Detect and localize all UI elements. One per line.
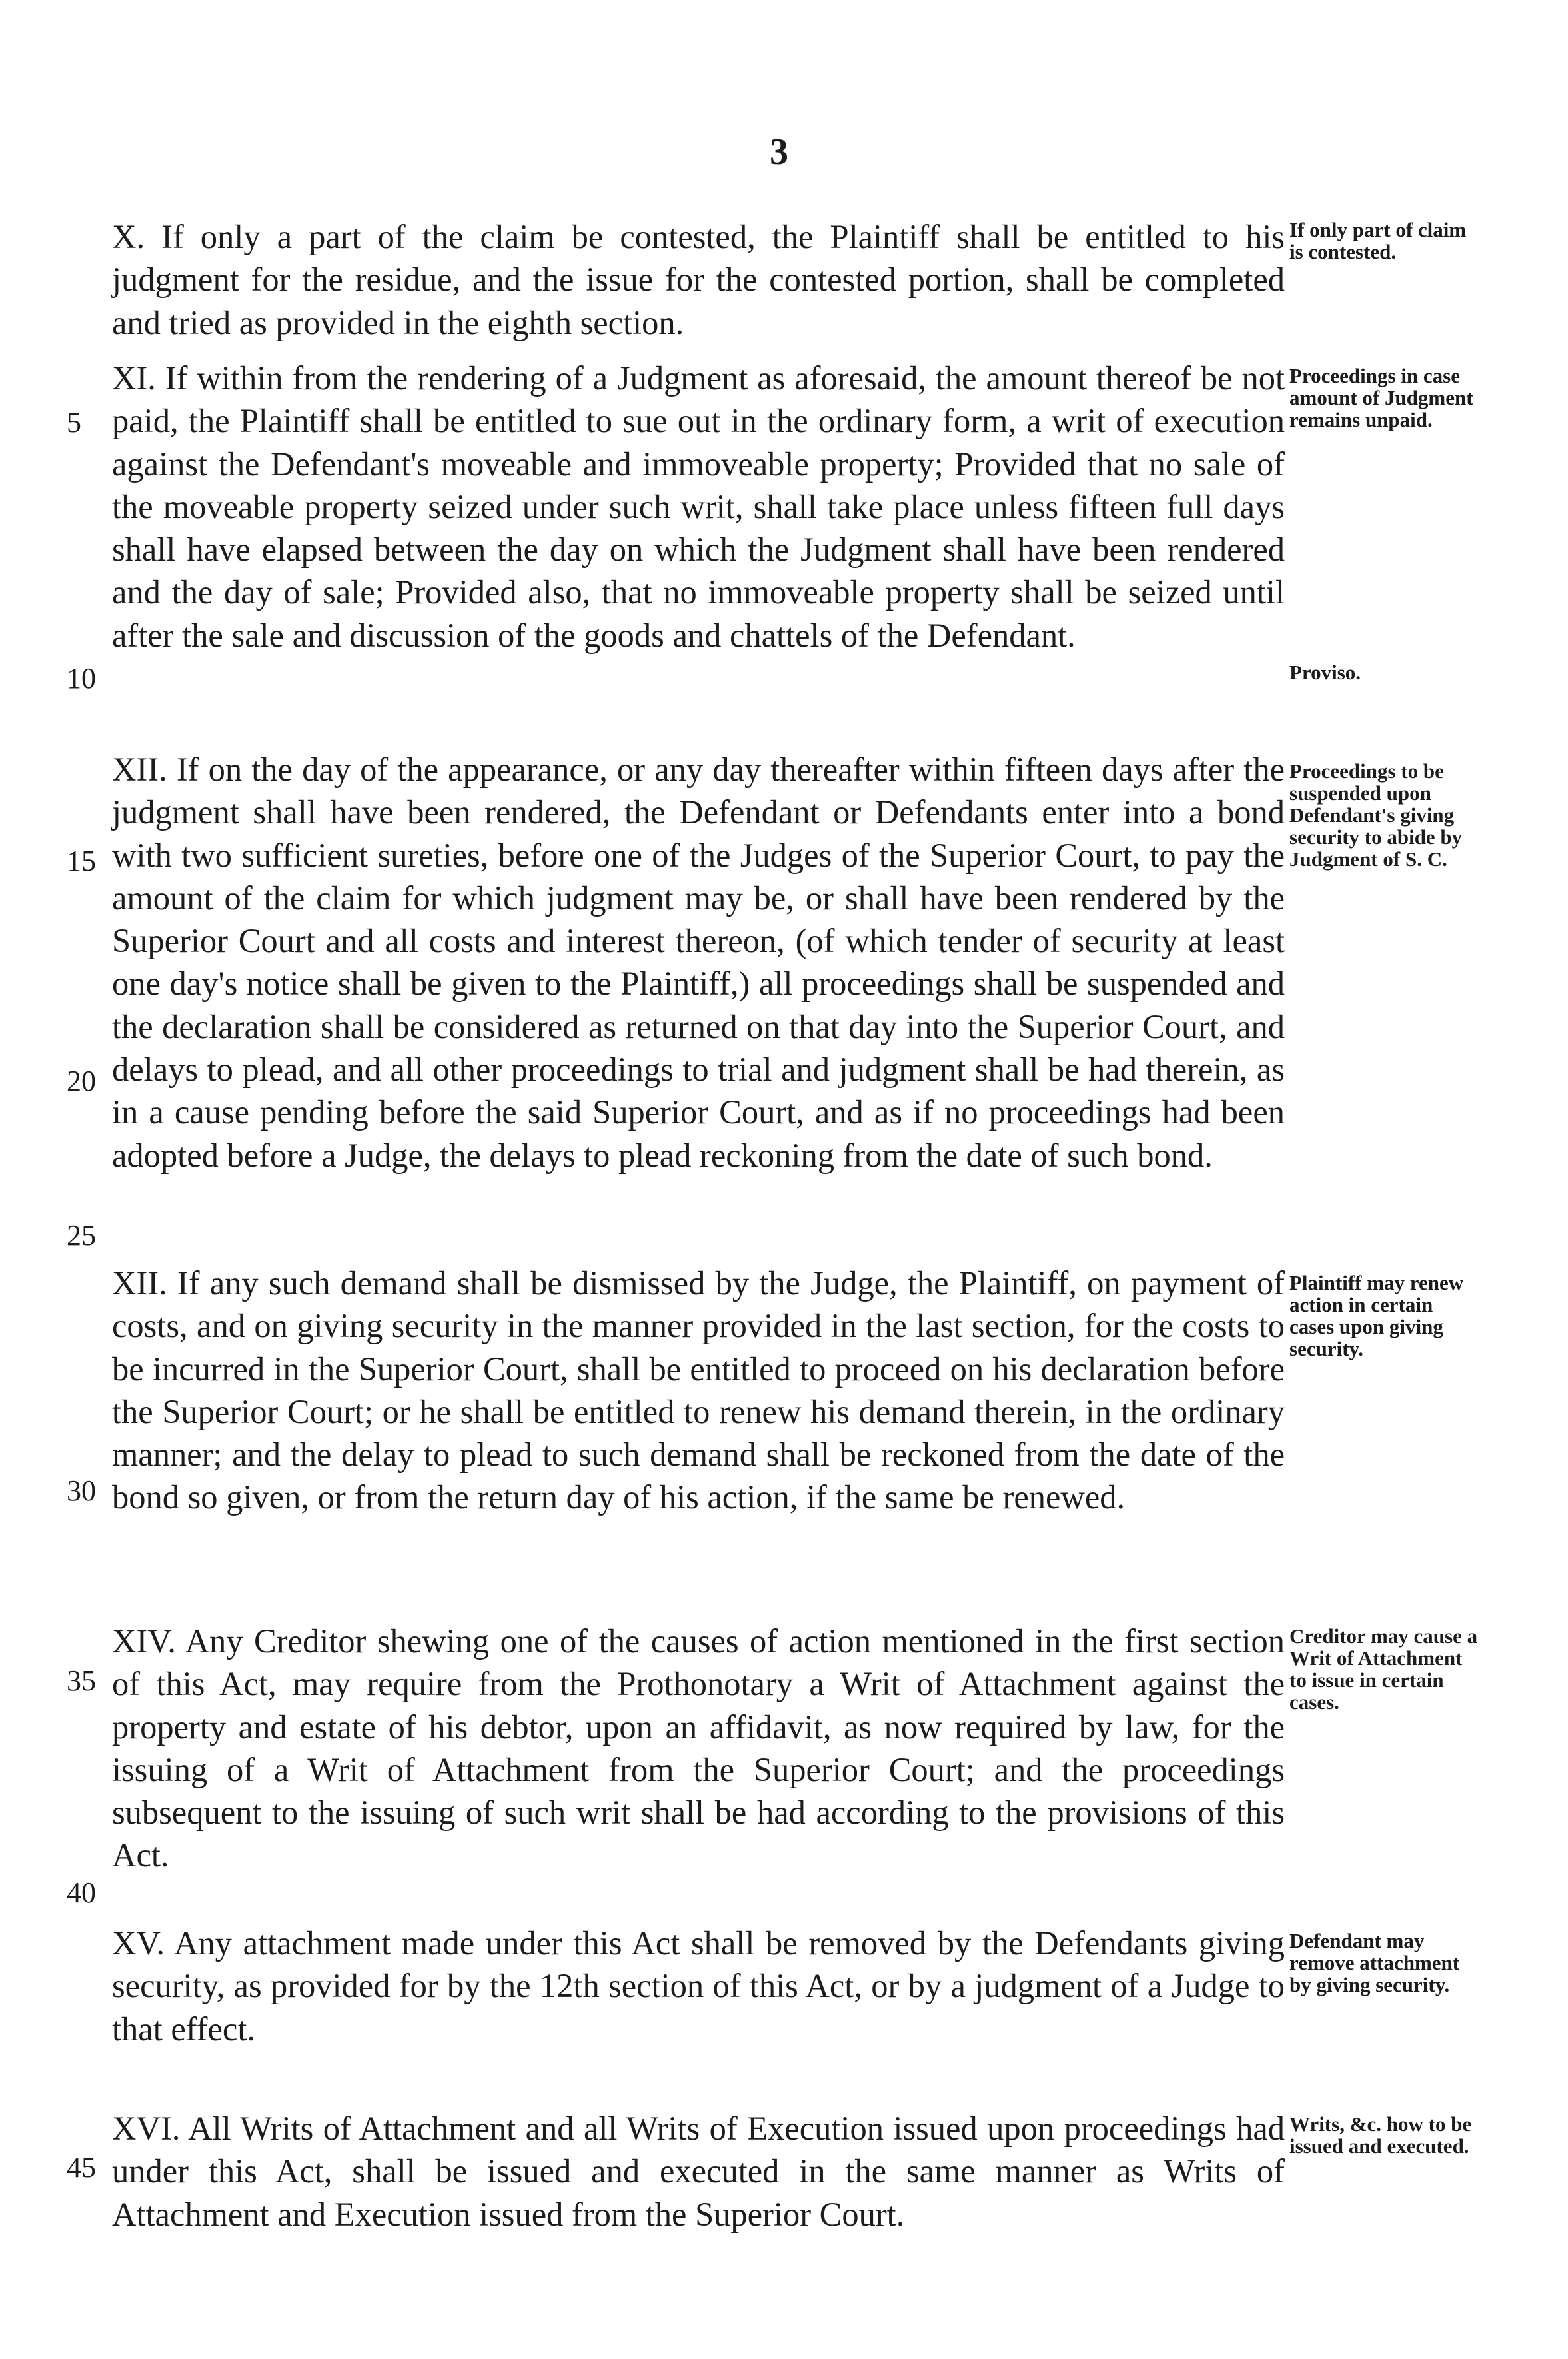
line-number-10: 10 bbox=[67, 662, 96, 695]
line-number-20: 20 bbox=[67, 1065, 96, 1097]
section-xiv-margin-note: Creditor may cause a Writ of Attachment to issue in certain cases. bbox=[1289, 1624, 1478, 1714]
section-xvi-text: XVI. All Writs of Attachment and all Writs of Execution issued upon proceedings had under this Act, shall be issued and executed in the same manner as Writs of Attachment and Execution issued from the Superior Court. bbox=[112, 2110, 1285, 2233]
section-xiii-text: XII. If any such demand shall be dismissed by the Judge, the Plaintiff, on payment of costs, and on giving security in the manner provided in the last section, for the costs to be incurred in the Superior Court, shall be entitled to proceed on his declaration before the Superior Court; or he shall be entitled to renew his demand therein, in the ordinary manner; and the delay to plead to such demand shall be reckoned from the date of the bond so given, or from the return day of his action, if the same be renewed. bbox=[112, 1264, 1285, 1516]
section-xvi-margin-note: Writs, &c. how to be issued and executed. bbox=[1289, 2112, 1472, 2158]
line-number-45: 45 bbox=[67, 2151, 96, 2184]
line-number-5: 5 bbox=[67, 406, 81, 439]
line-number-25: 25 bbox=[67, 1219, 96, 1252]
line-number-15: 15 bbox=[67, 845, 96, 877]
section-xi-margin-note: Proceedings in case amount of Judgment remains unpaid. bbox=[1289, 364, 1473, 431]
section-x-margin-note: If only part of claim is contested. bbox=[1289, 218, 1467, 263]
section-xii-text: XII. If on the day of the appearance, or any day thereafter within fifteen days after the judgment shall have been rendered, the Defendant or Defendants enter into a bond with two sufficient sureties, before one of the Judges of the Superior Court, to pay the amount of the claim for which judgment may be, or shall have been rendered by the Superior Court and all costs and interest thereon, (of which tender of security at least one day's notice shall be given to the Plaintiff,) all proceedings shall be suspended and the declaration shall be considered as returned on that day into the Superior Court, and delays to plead, and all other proceedings to trial and judgment shall be had therein, as in a cause pending before the said Superior Court, and as if no proceedings had been adopted before a Judge, the delays to plead reckoning from the date of such bond. bbox=[112, 751, 1285, 1174]
section-xii-margin-note: Proceedings to be suspended upon Defendant's giving security to abide by Judgment of S. C. bbox=[1289, 759, 1463, 871]
section-xiv-text: XIV. Any Creditor shewing one of the causes of action mentioned in the first section of this Act, may require from the Prothonotary a Writ of Attachment against the property and estate of his debtor, upon an affidavit, as now required by law, for the issuing of a Writ of Attachment from the Superior Court; and the proceedings subsequent to the issuing of such writ shall be had according to the provisions of this Act. bbox=[112, 1622, 1285, 1874]
line-number-30: 30 bbox=[67, 1474, 96, 1507]
page-number: 3 bbox=[770, 131, 788, 173]
section-x-text: X. If only a part of the claim be contested, the Plaintiff shall be entitled to his judgment for the residue, and the issue for the contested portion, shall be completed and tried as provided in the eighth section. bbox=[112, 218, 1285, 341]
line-number-35: 35 bbox=[67, 1664, 96, 1697]
section-xi-proviso-note: Proviso. bbox=[1289, 661, 1361, 684]
line-number-40: 40 bbox=[67, 1876, 96, 1909]
section-xiii-margin-note: Plaintiff may renew action in certain cases upon giving security. bbox=[1289, 1271, 1464, 1360]
section-xv-text: XV. Any attachment made under this Act shall be removed by the Defendants giving security, as provided for by the 12th section of this Act, or by a judgment of a Judge to that effect. bbox=[112, 1924, 1285, 2048]
section-xv-margin-note: Defendant may remove attachment by giving security. bbox=[1289, 1929, 1460, 1996]
section-xi-text: XI. If within from the rendering of a Judgment as aforesaid, the amount thereof be not paid, the Plaintiff shall be entitled to sue out in the ordinary form, a writ of execution against the Defendant's moveable and immoveable property; Provided that no sale of the moveable property seized under such writ, shall take place unless fifteen full days shall have elapsed between the day on which the Judgment shall have been rendered and the day of sale; Provided also, that no immoveable property shall be seized until after the sale and discussion of the goods and chattels of the Defendant. bbox=[112, 359, 1285, 654]
